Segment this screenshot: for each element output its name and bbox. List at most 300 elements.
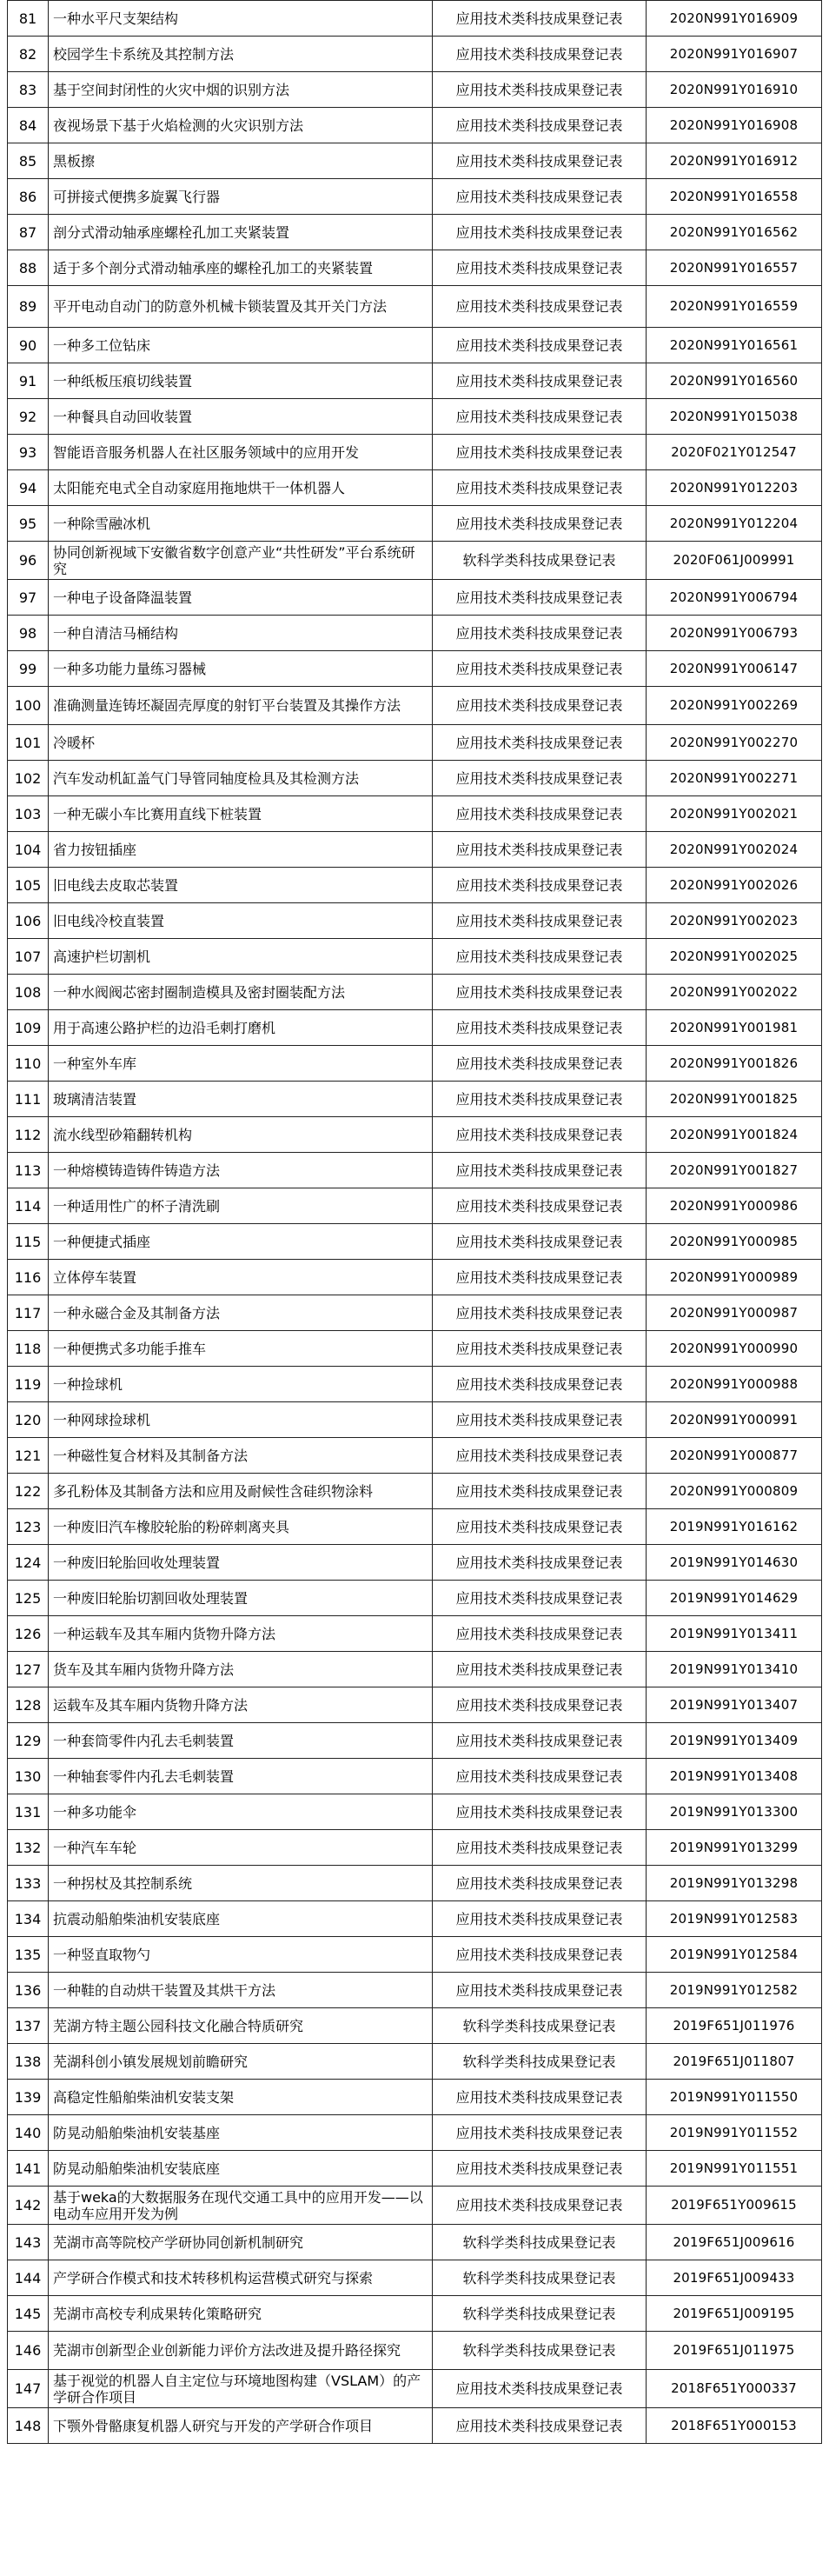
registration-form-type: 应用技术类科技成果登记表 (433, 1794, 647, 1830)
row-number: 144 (8, 2260, 49, 2296)
table-row (8, 328, 822, 363)
achievement-name: 一种网球捡球机 (49, 1402, 433, 1438)
registration-form-type: 应用技术类科技成果登记表 (433, 1260, 647, 1295)
row-number: 147 (8, 2370, 49, 2408)
registration-code: 2020N991Y000809 (647, 1474, 822, 1509)
registration-form-type: 应用技术类科技成果登记表 (433, 143, 647, 179)
registration-code: 2019F651J011976 (647, 2008, 822, 2044)
achievement-name: 一种多功能力量练习器械 (49, 651, 433, 687)
table-row (8, 1759, 822, 1794)
table-row (8, 1295, 822, 1331)
registration-form-type: 应用技术类科技成果登记表 (433, 1973, 647, 2008)
row-number: 130 (8, 1759, 49, 1794)
records-body (8, 1, 822, 2444)
table-row (8, 1901, 822, 1937)
registration-form-type: 应用技术类科技成果登记表 (433, 2370, 647, 2408)
table-row (8, 725, 822, 761)
registration-code: 2019F651J011975 (647, 2332, 822, 2370)
registration-code: 2020N991Y001825 (647, 1082, 822, 1117)
table-row (8, 1616, 822, 1652)
row-number: 99 (8, 651, 49, 687)
row-number: 86 (8, 179, 49, 215)
registration-code: 2020N991Y006147 (647, 651, 822, 687)
row-number: 101 (8, 725, 49, 761)
registration-code: 2019N991Y013410 (647, 1652, 822, 1687)
registration-code: 2019N991Y013409 (647, 1723, 822, 1759)
achievement-name: 基于空间封闭性的火灾中烟的识别方法 (49, 72, 433, 108)
registration-code: 2020N991Y002269 (647, 687, 822, 725)
row-number: 105 (8, 868, 49, 903)
registration-form-type: 应用技术类科技成果登记表 (433, 975, 647, 1010)
registration-code: 2020N991Y002026 (647, 868, 822, 903)
table-row (8, 108, 822, 143)
achievement-name: 防晃动船舶柴油机安装底座 (49, 2151, 433, 2187)
achievement-name: 一种熔模铸造铸件铸造方法 (49, 1153, 433, 1188)
row-number: 122 (8, 1474, 49, 1509)
registration-form-type: 应用技术类科技成果登记表 (433, 1082, 647, 1117)
row-number: 138 (8, 2044, 49, 2080)
table-row (8, 1687, 822, 1723)
achievement-name: 玻璃清洁装置 (49, 1082, 433, 1117)
table-row (8, 1331, 822, 1367)
table-row (8, 1260, 822, 1295)
row-number: 94 (8, 470, 49, 506)
registration-form-type: 应用技术类科技成果登记表 (433, 616, 647, 651)
row-number: 140 (8, 2115, 49, 2151)
table-row (8, 363, 822, 399)
row-number: 129 (8, 1723, 49, 1759)
registration-code: 2019N991Y011551 (647, 2151, 822, 2187)
registration-form-type: 应用技术类科技成果登记表 (433, 399, 647, 435)
registration-code: 2020N991Y001824 (647, 1117, 822, 1153)
achievement-name: 用于高速公路护栏的边沿毛刺打磨机 (49, 1010, 433, 1046)
registration-code: 2019N991Y014630 (647, 1545, 822, 1581)
row-number: 96 (8, 542, 49, 580)
table-row (8, 286, 822, 328)
table-row (8, 2370, 822, 2408)
achievement-name: 抗震动船舶柴油机安装底座 (49, 1901, 433, 1937)
row-number: 137 (8, 2008, 49, 2044)
registration-code: 2019N991Y014629 (647, 1581, 822, 1616)
registration-code: 2020N991Y016560 (647, 363, 822, 399)
registration-code: 2019N991Y012584 (647, 1937, 822, 1973)
row-number: 132 (8, 1830, 49, 1866)
achievement-name: 一种鞋的自动烘干装置及其烘干方法 (49, 1973, 433, 2008)
table-row (8, 2008, 822, 2044)
achievement-name: 校园学生卡系统及其控制方法 (49, 37, 433, 72)
registration-form-type: 应用技术类科技成果登记表 (433, 2080, 647, 2115)
registration-form-type: 应用技术类科技成果登记表 (433, 1545, 647, 1581)
achievement-name: 基于weka的大数据服务在现代交通工具中的应用开发——以电动车应用开发为例 (49, 2187, 433, 2225)
table-row (8, 939, 822, 975)
registration-code: 2020F061J009991 (647, 542, 822, 580)
achievement-name: 防晃动船舶柴油机安装基座 (49, 2115, 433, 2151)
achievement-name: 一种运载车及其车厢内货物升降方法 (49, 1616, 433, 1652)
row-number: 82 (8, 37, 49, 72)
registration-form-type: 应用技术类科技成果登记表 (433, 1402, 647, 1438)
row-number: 108 (8, 975, 49, 1010)
registration-form-type: 应用技术类科技成果登记表 (433, 1438, 647, 1474)
registration-code: 2019N991Y013411 (647, 1616, 822, 1652)
achievement-name: 基于视觉的机器人自主定位与环境地图构建（VSLAM）的产学研合作项目 (49, 2370, 433, 2408)
registration-form-type: 应用技术类科技成果登记表 (433, 108, 647, 143)
table-row (8, 1046, 822, 1082)
registration-form-type: 应用技术类科技成果登记表 (433, 363, 647, 399)
achievement-name: 一种套筒零件内孔去毛刺装置 (49, 1723, 433, 1759)
achievement-name: 协同创新视域下安徽省数字创意产业“共性研发”平台系统研究 (49, 542, 433, 580)
registration-code: 2020N991Y000991 (647, 1402, 822, 1438)
registration-form-type: 应用技术类科技成果登记表 (433, 832, 647, 868)
achievement-name: 一种废旧轮胎回收处理装置 (49, 1545, 433, 1581)
table-row (8, 179, 822, 215)
achievement-name: 一种捡球机 (49, 1367, 433, 1402)
registration-code: 2019F651J009433 (647, 2260, 822, 2296)
registration-form-type: 应用技术类科技成果登记表 (433, 1153, 647, 1188)
registration-code: 2020N991Y000877 (647, 1438, 822, 1474)
achievement-name: 一种适用性广的杯子清洗刷 (49, 1188, 433, 1224)
registration-form-type: 应用技术类科技成果登记表 (433, 328, 647, 363)
table-row (8, 1188, 822, 1224)
row-number: 100 (8, 687, 49, 725)
achievement-name: 一种水平尺支架结构 (49, 1, 433, 37)
table-row (8, 761, 822, 796)
registration-form-type: 应用技术类科技成果登记表 (433, 761, 647, 796)
table-row (8, 903, 822, 939)
registration-code: 2018F651Y000337 (647, 2370, 822, 2408)
registration-code: 2020N991Y000985 (647, 1224, 822, 1260)
table-row (8, 1010, 822, 1046)
table-row (8, 1866, 822, 1901)
row-number: 139 (8, 2080, 49, 2115)
registration-form-type: 软科学类科技成果登记表 (433, 2332, 647, 2370)
table-row (8, 2151, 822, 2187)
registration-form-type: 应用技术类科技成果登记表 (433, 1188, 647, 1224)
registration-form-type: 应用技术类科技成果登记表 (433, 796, 647, 832)
table-row (8, 2115, 822, 2151)
table-row (8, 1794, 822, 1830)
registration-form-type: 应用技术类科技成果登记表 (433, 506, 647, 542)
registration-form-type: 软科学类科技成果登记表 (433, 2296, 647, 2332)
registration-code: 2020N991Y000988 (647, 1367, 822, 1402)
registration-code: 2018F651Y000153 (647, 2408, 822, 2444)
table-row (8, 1545, 822, 1581)
registration-code: 2019N991Y013407 (647, 1687, 822, 1723)
registration-code: 2020N991Y002023 (647, 903, 822, 939)
achievement-name: 多孔粉体及其制备方法和应用及耐候性含硅织物涂料 (49, 1474, 433, 1509)
registration-code: 2019N991Y013299 (647, 1830, 822, 1866)
table-row (8, 1652, 822, 1687)
registration-code: 2020N991Y016912 (647, 143, 822, 179)
registration-form-type: 应用技术类科技成果登记表 (433, 651, 647, 687)
registration-form-type: 应用技术类科技成果登记表 (433, 1367, 647, 1402)
registration-code: 2020N991Y016909 (647, 1, 822, 37)
registration-code: 2020N991Y012204 (647, 506, 822, 542)
table-row (8, 1973, 822, 2008)
registration-code: 2019N991Y013300 (647, 1794, 822, 1830)
registration-code: 2019F651J009195 (647, 2296, 822, 2332)
table-row (8, 1509, 822, 1545)
registration-code: 2020N991Y000989 (647, 1260, 822, 1295)
registration-code: 2020N991Y002270 (647, 725, 822, 761)
registration-code: 2019N991Y011550 (647, 2080, 822, 2115)
row-number: 97 (8, 580, 49, 616)
row-number: 120 (8, 1402, 49, 1438)
achievement-name: 一种永磁合金及其制备方法 (49, 1295, 433, 1331)
table-row (8, 1402, 822, 1438)
table-row (8, 2332, 822, 2370)
row-number: 87 (8, 215, 49, 250)
table-row (8, 2187, 822, 2225)
row-number: 102 (8, 761, 49, 796)
registration-form-type: 应用技术类科技成果登记表 (433, 1509, 647, 1545)
table-row (8, 1117, 822, 1153)
registration-form-type: 软科学类科技成果登记表 (433, 542, 647, 580)
registration-code: 2019N991Y012582 (647, 1973, 822, 2008)
row-number: 92 (8, 399, 49, 435)
table-row (8, 1937, 822, 1973)
achievement-name: 一种竖直取物勺 (49, 1937, 433, 1973)
registration-form-type: 应用技术类科技成果登记表 (433, 1010, 647, 1046)
table-row (8, 651, 822, 687)
row-number: 131 (8, 1794, 49, 1830)
row-number: 88 (8, 250, 49, 286)
achievement-name: 准确测量连铸坯凝固壳厚度的射钉平台装置及其操作方法 (49, 687, 433, 725)
row-number: 128 (8, 1687, 49, 1723)
registration-form-type: 软科学类科技成果登记表 (433, 2225, 647, 2260)
row-number: 114 (8, 1188, 49, 1224)
table-row (8, 143, 822, 179)
registration-form-type: 应用技术类科技成果登记表 (433, 939, 647, 975)
achievement-name: 一种便携式多功能手推车 (49, 1331, 433, 1367)
achievement-name: 一种废旧轮胎切割回收处理装置 (49, 1581, 433, 1616)
registration-code: 2019F651J009616 (647, 2225, 822, 2260)
row-number: 107 (8, 939, 49, 975)
row-number: 106 (8, 903, 49, 939)
table-row (8, 1, 822, 37)
achievement-name: 可拼接式便携多旋翼飞行器 (49, 179, 433, 215)
registration-code: 2019N991Y012583 (647, 1901, 822, 1937)
table-row (8, 832, 822, 868)
registration-form-type: 应用技术类科技成果登记表 (433, 580, 647, 616)
row-number: 146 (8, 2332, 49, 2370)
registration-form-type: 应用技术类科技成果登记表 (433, 179, 647, 215)
table-row (8, 435, 822, 470)
registration-form-type: 应用技术类科技成果登记表 (433, 868, 647, 903)
row-number: 126 (8, 1616, 49, 1652)
row-number: 104 (8, 832, 49, 868)
row-number: 111 (8, 1082, 49, 1117)
registration-form-type: 应用技术类科技成果登记表 (433, 1474, 647, 1509)
registration-code: 2020N991Y012203 (647, 470, 822, 506)
registration-code: 2020N991Y001981 (647, 1010, 822, 1046)
registration-code: 2020N991Y001826 (647, 1046, 822, 1082)
achievement-name: 一种室外车库 (49, 1046, 433, 1082)
table-row (8, 2408, 822, 2444)
achievement-name: 夜视场景下基于火焰检测的火灾识别方法 (49, 108, 433, 143)
registration-code: 2020N991Y006794 (647, 580, 822, 616)
registration-code: 2020N991Y000987 (647, 1295, 822, 1331)
registration-form-type: 应用技术类科技成果登记表 (433, 435, 647, 470)
row-number: 93 (8, 435, 49, 470)
table-row (8, 616, 822, 651)
row-number: 121 (8, 1438, 49, 1474)
row-number: 91 (8, 363, 49, 399)
achievement-name: 冷暖杯 (49, 725, 433, 761)
achievement-name: 一种除雪融冰机 (49, 506, 433, 542)
achievement-name: 旧电线去皮取芯装置 (49, 868, 433, 903)
achievement-name: 黑板擦 (49, 143, 433, 179)
row-number: 143 (8, 2225, 49, 2260)
table-row (8, 2225, 822, 2260)
registration-form-type: 应用技术类科技成果登记表 (433, 2408, 647, 2444)
table-row (8, 2044, 822, 2080)
row-number: 98 (8, 616, 49, 651)
achievement-name: 一种自清洁马桶结构 (49, 616, 433, 651)
registration-code: 2020N991Y002271 (647, 761, 822, 796)
table-row (8, 1082, 822, 1117)
row-number: 134 (8, 1901, 49, 1937)
table-row (8, 470, 822, 506)
row-number: 141 (8, 2151, 49, 2187)
registration-form-type: 应用技术类科技成果登记表 (433, 1331, 647, 1367)
registration-form-type: 应用技术类科技成果登记表 (433, 1687, 647, 1723)
registration-form-type: 应用技术类科技成果登记表 (433, 1866, 647, 1901)
registration-form-type: 应用技术类科技成果登记表 (433, 903, 647, 939)
registration-code: 2019N991Y013408 (647, 1759, 822, 1794)
registration-code: 2020N991Y015038 (647, 399, 822, 435)
achievement-name: 一种汽车车轮 (49, 1830, 433, 1866)
table-row (8, 506, 822, 542)
achievement-name: 高稳定性船舶柴油机安装支架 (49, 2080, 433, 2115)
achievement-name: 芜湖市创新型企业创新能力评价方法改进及提升路径探究 (49, 2332, 433, 2370)
row-number: 133 (8, 1866, 49, 1901)
registration-code: 2019N991Y013298 (647, 1866, 822, 1901)
table-row (8, 1723, 822, 1759)
achievement-name: 流水线型砂箱翻转机构 (49, 1117, 433, 1153)
row-number: 125 (8, 1581, 49, 1616)
achievement-name: 一种磁性复合材料及其制备方法 (49, 1438, 433, 1474)
registration-code: 2019F651J011807 (647, 2044, 822, 2080)
registration-code: 2020N991Y016907 (647, 37, 822, 72)
achievement-name: 适于多个剖分式滑动轴承座的螺栓孔加工的夹紧装置 (49, 250, 433, 286)
registration-code: 2020N991Y006793 (647, 616, 822, 651)
registration-form-type: 应用技术类科技成果登记表 (433, 1616, 647, 1652)
achievement-name: 下颚外骨骼康复机器人研究与开发的产学研合作项目 (49, 2408, 433, 2444)
row-number: 116 (8, 1260, 49, 1295)
registration-code: 2020N991Y001827 (647, 1153, 822, 1188)
registration-form-type: 应用技术类科技成果登记表 (433, 215, 647, 250)
registration-form-type: 软科学类科技成果登记表 (433, 2008, 647, 2044)
row-number: 81 (8, 1, 49, 37)
achievement-name: 旧电线冷校直装置 (49, 903, 433, 939)
registration-form-type: 应用技术类科技成果登记表 (433, 1723, 647, 1759)
registration-form-type: 应用技术类科技成果登记表 (433, 2187, 647, 2225)
achievement-name: 省力按钮插座 (49, 832, 433, 868)
registration-form-type: 应用技术类科技成果登记表 (433, 725, 647, 761)
row-number: 127 (8, 1652, 49, 1687)
table-row (8, 868, 822, 903)
registration-form-type: 应用技术类科技成果登记表 (433, 1295, 647, 1331)
row-number: 84 (8, 108, 49, 143)
table-row (8, 796, 822, 832)
row-number: 142 (8, 2187, 49, 2225)
row-number: 135 (8, 1937, 49, 1973)
registration-code: 2020N991Y000986 (647, 1188, 822, 1224)
row-number: 89 (8, 286, 49, 328)
registration-form-type: 应用技术类科技成果登记表 (433, 2151, 647, 2187)
achievement-name: 一种水阀阀芯密封圈制造模具及密封圈装配方法 (49, 975, 433, 1010)
achievement-name: 高速护栏切割机 (49, 939, 433, 975)
records-table (7, 0, 822, 2444)
achievement-name: 一种无碳小车比赛用直线下桩装置 (49, 796, 433, 832)
registration-form-type: 应用技术类科技成果登记表 (433, 1937, 647, 1973)
achievement-name: 一种拐杖及其控制系统 (49, 1866, 433, 1901)
table-row (8, 1581, 822, 1616)
achievement-name: 货车及其车厢内货物升降方法 (49, 1652, 433, 1687)
registration-code: 2020N991Y000990 (647, 1331, 822, 1367)
registration-form-type: 应用技术类科技成果登记表 (433, 1, 647, 37)
registration-form-type: 应用技术类科技成果登记表 (433, 2115, 647, 2151)
registration-code: 2019N991Y016162 (647, 1509, 822, 1545)
row-number: 109 (8, 1010, 49, 1046)
registration-form-type: 应用技术类科技成果登记表 (433, 1901, 647, 1937)
registration-code: 2020N991Y016910 (647, 72, 822, 108)
achievement-name: 立体停车装置 (49, 1260, 433, 1295)
registration-code: 2020N991Y016557 (647, 250, 822, 286)
table-row (8, 687, 822, 725)
achievement-name: 智能语音服务机器人在社区服务领域中的应用开发 (49, 435, 433, 470)
registration-form-type: 应用技术类科技成果登记表 (433, 687, 647, 725)
registration-form-type: 应用技术类科技成果登记表 (433, 1759, 647, 1794)
table-row (8, 1224, 822, 1260)
registration-code: 2019F651Y009615 (647, 2187, 822, 2225)
registration-code: 2020N991Y002025 (647, 939, 822, 975)
row-number: 85 (8, 143, 49, 179)
row-number: 90 (8, 328, 49, 363)
row-number: 118 (8, 1331, 49, 1367)
achievement-name: 太阳能充电式全自动家庭用拖地烘干一体机器人 (49, 470, 433, 506)
row-number: 124 (8, 1545, 49, 1581)
table-row (8, 250, 822, 286)
registration-form-type: 应用技术类科技成果登记表 (433, 1224, 647, 1260)
registration-form-type: 软科学类科技成果登记表 (433, 2260, 647, 2296)
achievement-name: 一种电子设备降温装置 (49, 580, 433, 616)
achievement-name: 一种便捷式插座 (49, 1224, 433, 1260)
row-number: 145 (8, 2296, 49, 2332)
achievement-name: 芜湖科创小镇发展规划前瞻研究 (49, 2044, 433, 2080)
row-number: 103 (8, 796, 49, 832)
row-number: 123 (8, 1509, 49, 1545)
table-row (8, 215, 822, 250)
table-row (8, 37, 822, 72)
achievement-name: 平开电动自动门的防意外机械卡锁装置及其开关门方法 (49, 286, 433, 328)
row-number: 136 (8, 1973, 49, 2008)
table-row (8, 1153, 822, 1188)
registration-form-type: 应用技术类科技成果登记表 (433, 470, 647, 506)
registration-code: 2020N991Y016561 (647, 328, 822, 363)
achievement-name: 一种废旧汽车橡胶轮胎的粉碎刺离夹具 (49, 1509, 433, 1545)
achievement-name: 芜湖方特主题公园科技文化融合特质研究 (49, 2008, 433, 2044)
table-row (8, 2296, 822, 2332)
table-row (8, 542, 822, 580)
achievement-name: 一种轴套零件内孔去毛刺装置 (49, 1759, 433, 1794)
achievement-name: 剖分式滑动轴承座螺栓孔加工夹紧装置 (49, 215, 433, 250)
row-number: 117 (8, 1295, 49, 1331)
registration-form-type: 应用技术类科技成果登记表 (433, 286, 647, 328)
row-number: 110 (8, 1046, 49, 1082)
registration-form-type: 软科学类科技成果登记表 (433, 2044, 647, 2080)
registration-form-type: 应用技术类科技成果登记表 (433, 37, 647, 72)
